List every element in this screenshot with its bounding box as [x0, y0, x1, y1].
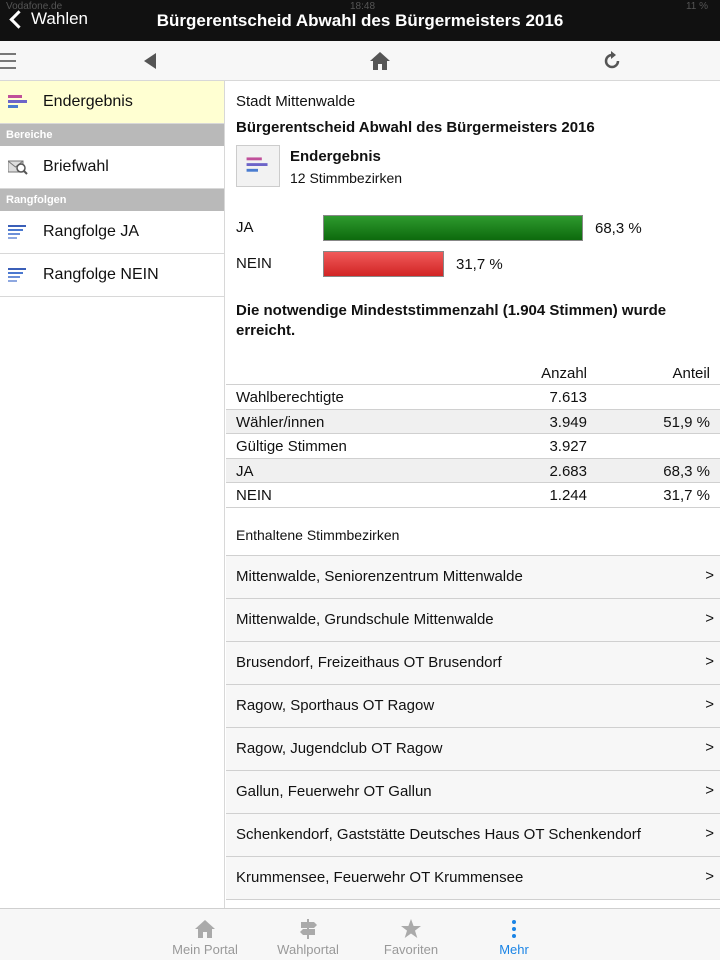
row-label: Wähler/innen — [236, 413, 325, 431]
district-label: Ragow, Sporthaus OT Ragow — [236, 697, 435, 714]
districts-list — [226, 555, 720, 900]
more-icon — [503, 918, 525, 940]
row-label: Wahlberechtigte — [236, 389, 344, 406]
district-list-item[interactable] — [226, 857, 720, 900]
tab-label: Mein Portal — [172, 942, 238, 957]
sidebar-item-briefwahl[interactable] — [0, 146, 224, 189]
status-battery: 11 % — [685, 1, 708, 12]
stats-table — [226, 361, 720, 508]
mail-search-icon — [8, 159, 28, 175]
district-list-item[interactable] — [226, 685, 720, 728]
page-title: Bürgerentscheid Abwahl des Bürgermeisters 2016 — [156, 11, 564, 30]
district-label: Ragow, Jugendclub OT Ragow — [236, 740, 443, 757]
bar-row — [236, 251, 706, 277]
table-header — [226, 361, 720, 385]
result-chart-icon — [8, 94, 28, 110]
row-label: Gültige Stimmen — [236, 438, 347, 455]
main-content — [226, 81, 720, 908]
chevron-right-icon: > — [705, 567, 714, 584]
table-row — [226, 385, 720, 410]
tab-bar — [0, 908, 720, 960]
home-icon — [194, 918, 216, 940]
district-label: Mittenwalde, Grundschule Mittenwalde — [236, 611, 494, 628]
row-count: 7.613 — [549, 389, 587, 406]
district-list-item[interactable] — [226, 599, 720, 642]
row-count: 3.949 — [549, 413, 587, 431]
status-carrier: Vodafone.de — [6, 1, 63, 12]
city-name: Stadt Mittenwalde — [236, 93, 356, 110]
sidebar-section-header: Bereiche — [0, 124, 224, 146]
navigation-bar — [0, 0, 720, 41]
row-count: 2.683 — [549, 462, 587, 480]
tab-favoriten[interactable] — [366, 909, 456, 960]
menu-icon[interactable] — [0, 53, 16, 69]
district-label: Mittenwalde, Seniorenzentrum Mittenwalde — [236, 568, 523, 585]
row-label: JA — [236, 462, 254, 480]
bar-category-label: NEIN — [236, 255, 272, 272]
result-subtitle: 12 Stimmbezirken — [290, 170, 403, 186]
star-icon — [400, 918, 422, 940]
status-time: 18:48 — [350, 1, 376, 12]
result-chart-icon — [237, 146, 279, 186]
column-header-share: Anteil — [672, 365, 710, 382]
row-count: 1.244 — [549, 487, 587, 504]
district-label: Brusendorf, Freizeithaus OT Brusendorf — [236, 654, 502, 671]
row-count: 3.927 — [549, 438, 587, 455]
result-icon-box — [236, 145, 280, 187]
table-row — [226, 434, 720, 459]
row-label: NEIN — [236, 487, 272, 504]
back-label: Wahlen — [31, 9, 89, 28]
tab-label: Mehr — [499, 942, 529, 957]
sidebar-item-rangfolge-nein[interactable] — [0, 254, 224, 297]
district-list-item[interactable] — [226, 556, 720, 599]
bar-ja — [323, 215, 583, 241]
tab-wahlportal[interactable] — [263, 909, 353, 960]
sidebar — [0, 81, 225, 908]
district-label: Gallun, Feuerwehr OT Gallun — [236, 783, 432, 800]
sidebar-section-header: Rangfolgen — [0, 189, 224, 211]
election-title: Bürgerentscheid Abwahl des Bürgermeisters 2016 — [236, 119, 595, 136]
sidebar-item-label: Endergebnis — [43, 93, 133, 110]
chevron-right-icon: > — [705, 696, 714, 713]
back-triangle-icon[interactable] — [144, 53, 156, 69]
chevron-right-icon: > — [705, 782, 714, 799]
table-row — [226, 483, 720, 508]
sidebar-item-rangfolge-ja[interactable] — [0, 211, 224, 254]
bar-nein — [323, 251, 444, 277]
chevron-right-icon: > — [705, 739, 714, 756]
result-title: Endergebnis — [290, 148, 381, 165]
district-list-item[interactable] — [226, 771, 720, 814]
chevron-right-icon: > — [705, 868, 714, 885]
table-row — [226, 410, 720, 435]
tab-mehr[interactable] — [469, 909, 559, 960]
chevron-right-icon: > — [705, 653, 714, 670]
bar-row — [236, 215, 706, 241]
ranking-icon — [8, 267, 28, 283]
bar-value-label: 31,7 % — [456, 256, 503, 273]
sidebar-item-label: Briefwahl — [43, 158, 109, 175]
sidebar-item-label: Rangfolge NEIN — [43, 266, 159, 283]
row-share: 68,3 % — [663, 462, 710, 480]
home-icon[interactable] — [369, 51, 391, 71]
tab-mein-portal[interactable] — [160, 909, 250, 960]
tab-label: Favoriten — [383, 942, 439, 957]
signpost-icon — [297, 918, 319, 940]
toolbar — [0, 41, 720, 81]
column-header-count: Anzahl — [541, 365, 587, 382]
reload-icon[interactable] — [602, 51, 622, 71]
district-label: Krummensee, Feuerwehr OT Krummensee — [236, 869, 524, 886]
district-list-item[interactable] — [226, 814, 720, 857]
quorum-notice: Die notwendige Mindeststimmenzahl (1.904 Stimmen) wurde erreicht. — [236, 302, 667, 339]
bar-category-label: JA — [236, 219, 254, 236]
row-share: 31,7 % — [663, 487, 710, 504]
district-list-item[interactable] — [226, 728, 720, 771]
row-share: 51,9 % — [663, 413, 710, 431]
table-row — [226, 459, 720, 484]
tab-label: Wahlportal — [277, 942, 339, 957]
districts-title: Enthaltene Stimmbezirken — [236, 527, 400, 543]
sidebar-item-endergebnis[interactable] — [0, 81, 224, 124]
chevron-right-icon: > — [705, 825, 714, 842]
ranking-icon — [8, 224, 28, 240]
chevron-right-icon: > — [705, 610, 714, 627]
bar-value-label: 68,3 % — [595, 220, 642, 237]
district-label: Schenkendorf, Gaststätte Deutsches Haus OT Schenkendorf — [236, 826, 641, 843]
district-list-item[interactable] — [226, 642, 720, 685]
sidebar-item-label: Rangfolge JA — [43, 223, 140, 240]
